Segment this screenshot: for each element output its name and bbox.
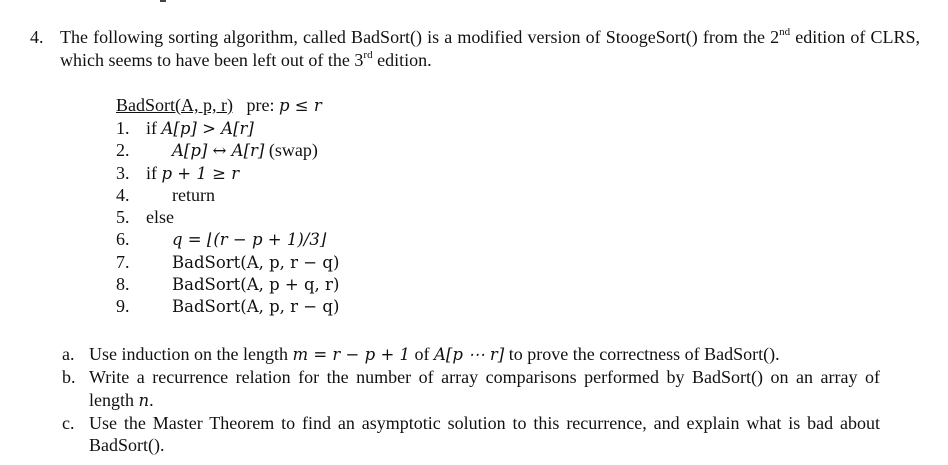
line-number: 6. [116,229,130,250]
line-code: BadSort(A, p + q, r) [172,275,340,295]
algorithm-line [116,206,339,228]
part-c-text-1: Use the Master Theorem to find an asymptotic solution to this recurrence, and explain what is bad about BadSort(). [89,412,880,456]
part-a-text-1: Use induction on the length [89,344,293,364]
line-number: 9. [116,296,130,317]
problem-text [60,26,920,72]
algorithm-line [116,295,339,317]
line-comment: (swap) [268,140,318,161]
line-keyword: return [172,184,215,205]
line-keyword: else [146,207,174,228]
question-parts [62,343,880,456]
part-c [62,412,880,457]
ordinal-superscript-rd: rd [363,49,373,61]
part-a-text-3: to prove the correctness of BadSort(). [504,344,780,364]
problem-text-part-1: The following sorting algorithm, called BadSort() is a modified version of StoogeSort() from the 2 [60,27,780,47]
algorithm-line [116,162,339,184]
algorithm-line [116,139,339,161]
line-keyword: if [146,118,157,138]
part-a-subarray-expression: A[p ⋯ r] [434,345,505,364]
problem-text-part-2: edition of CLRS, which seems to have been left out of the 3 [60,27,920,70]
line-code: A[p] ↔ A[r] [172,141,265,161]
problem-text-part-3: edition. [372,50,432,70]
part-b [62,366,880,412]
line-code: A[p] > A[r] [161,119,254,138]
part-c-letter: c. [62,412,75,433]
line-number: 8. [116,274,130,295]
line-number: 1. [116,118,130,138]
part-b-length-variable: n [138,390,150,410]
part-b-text-2: . [149,389,154,410]
part-a-letter: a. [62,344,75,364]
algorithm-block [116,94,339,318]
line-code: BadSort(A, p, r − q) [172,252,340,272]
algorithm-line [116,117,339,139]
line-code: BadSort(A, p, r − q) [172,297,340,317]
algorithm-line [116,184,339,206]
algorithm-title: BadSort(A, p, r) [116,95,233,115]
part-a-length-expression: m = r − p + 1 [292,345,411,364]
ordinal-superscript-nd: nd [779,26,791,38]
line-number: 7. [116,251,130,272]
line-code: q = ⌊(r − p + 1)/3⌋ [172,230,327,250]
precondition-expression: p ≤ r [278,96,322,115]
problem-number: 4. [30,27,44,47]
part-b-text-1: Write a recurrence relation for the number of array comparisons performed by BadSort() on an array of length [89,367,880,410]
line-number: 4. [116,184,130,205]
scan-mark [160,0,166,2]
algorithm-header [116,94,339,117]
line-number: 2. [116,140,130,161]
part-b-letter: b. [62,367,76,388]
part-a-text-2: of [410,344,435,364]
line-number: 5. [116,207,130,228]
algorithm-line [116,228,339,250]
algorithm-lines [116,117,339,318]
algorithm-line [116,273,339,295]
line-number: 3. [116,162,130,183]
algorithm-line [116,251,339,273]
line-keyword: if [146,162,157,183]
line-code: p + 1 ≥ r [161,163,240,183]
precondition-label: pre: [246,95,275,115]
problem-statement [30,26,920,72]
part-a [62,343,880,366]
